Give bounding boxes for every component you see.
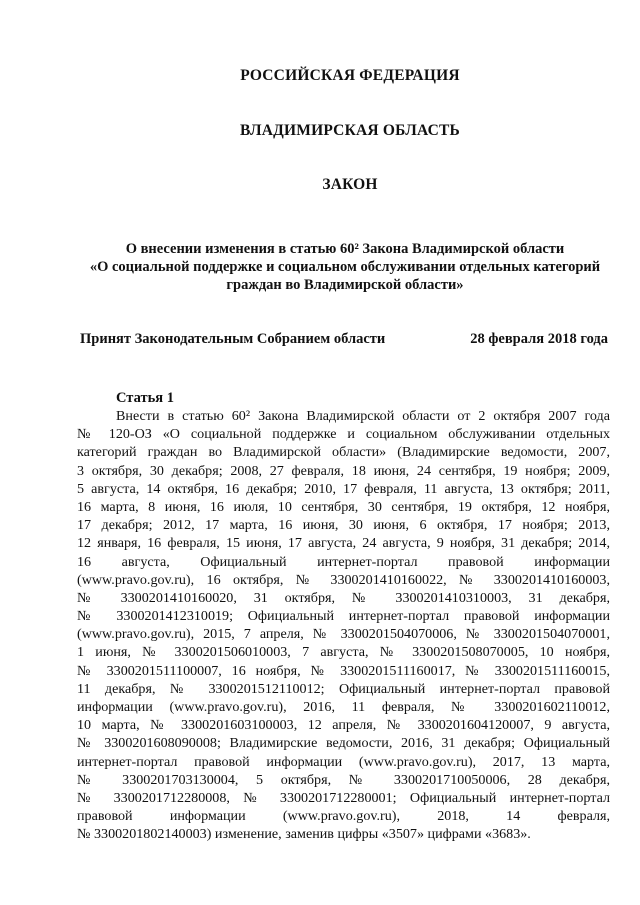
body-line: правовой информации (www.pravo.gov.ru), 2018, 14 февраля, (77, 808, 610, 825)
body-line: № 3300201712280008, № 3300201712280001; Официальный интернет-портал (77, 789, 610, 806)
body-line: 10 марта, № 3300201603100003, 12 апреля, № 3300201604120007, 9 августа, (77, 717, 610, 734)
article-body (77, 407, 610, 844)
body-line: 16 августа, Официальный интернет-портал правовой информации (77, 553, 610, 570)
law-title-line: граждан во Владимирской области» (226, 277, 464, 293)
body-line: 1 июня, № 3300201506010003, 7 августа, № 3300201508070005, 10 ноября, (77, 644, 610, 661)
body-line: Внести в статью 60² Закона Владимирской области от 2 октября 2007 года (116, 408, 610, 424)
body-line: № 3300201412310019; Официальный интернет-портал правовой информации (77, 608, 610, 625)
body-line: 16 марта, 8 июня, 16 июля, 10 сентября, 30 сентября, 19 октября, 12 ноября, (77, 498, 610, 515)
federation-heading: РОССИЙСКАЯ ФЕДЕРАЦИЯ (240, 67, 460, 84)
adopted-by-text: Принят Законодательным Собранием области (80, 331, 386, 347)
body-line: категорий граждан во Владимирской области» (Владимирские ведомости, 2007, (77, 444, 610, 461)
body-line: 3 октября, 30 декабря; 2008, 27 февраля, 18 июня, 24 сентября, 19 ноября; 2009, (77, 462, 610, 479)
body-line: № 3300201802140003) изменение, заменив цифры «3507» цифрами «3683». (77, 826, 531, 843)
body-line: № 120-ОЗ «О социальной поддержке и социальном обслуживании отдельных (77, 426, 610, 443)
body-line: 11 декабря, № 3300201512110012; Официальный интернет-портал правовой (77, 680, 610, 697)
body-line: 12 января, 16 февраля, 15 июня, 17 августа, 24 августа, 9 ноября, 31 декабря; 2014, (77, 535, 610, 552)
body-line: интернет-портал правовой информации (www.pravo.gov.ru), 2017, 13 марта, (77, 753, 610, 770)
adoption-date: 28 февраля 2018 года (470, 331, 608, 347)
law-title-line: «О социальной поддержке и социальном обслуживании отдельных категорий (89, 259, 601, 275)
law-title-line: О внесении изменения в статью 60² Закона Владимирской области (125, 241, 565, 257)
body-line: (www.pravo.gov.ru), 2015, 7 апреля, № 3300201504070006, № 3300201504070001, (77, 626, 610, 643)
region-heading: ВЛАДИМИРСКАЯ ОБЛАСТЬ (240, 122, 460, 139)
body-line: 17 декабря; 2012, 17 марта, 16 июня, 30 июня, 6 октября, 17 ноября; 2013, (77, 517, 610, 534)
body-line: (www.pravo.gov.ru), 16 октября, № 3300201410160022, № 3300201410160003, (77, 571, 610, 588)
body-line: № 3300201410160020, 31 октября, № 3300201410310003, 31 декабря, (77, 589, 610, 606)
body-line: информации (www.pravo.gov.ru), 2016, 11 февраля, № 3300201602110012, (77, 699, 610, 715)
body-line: № 3300201511100007, 16 ноября, № 3300201511160017, № 3300201511160015, (77, 662, 610, 679)
body-line: 5 августа, 14 октября, 16 декабря; 2010, 17 февраля, 11 августа, 13 октября; 2011, (77, 480, 610, 497)
body-line: № 3300201703130004, 5 октября, № 3300201710050006, 28 декабря, (77, 771, 610, 788)
law-heading: ЗАКОН (322, 176, 378, 193)
article-heading: Статья 1 (116, 390, 174, 406)
body-line: № 3300201608090008; Владимирские ведомости, 2016, 31 декабря; Официальный (77, 735, 610, 752)
